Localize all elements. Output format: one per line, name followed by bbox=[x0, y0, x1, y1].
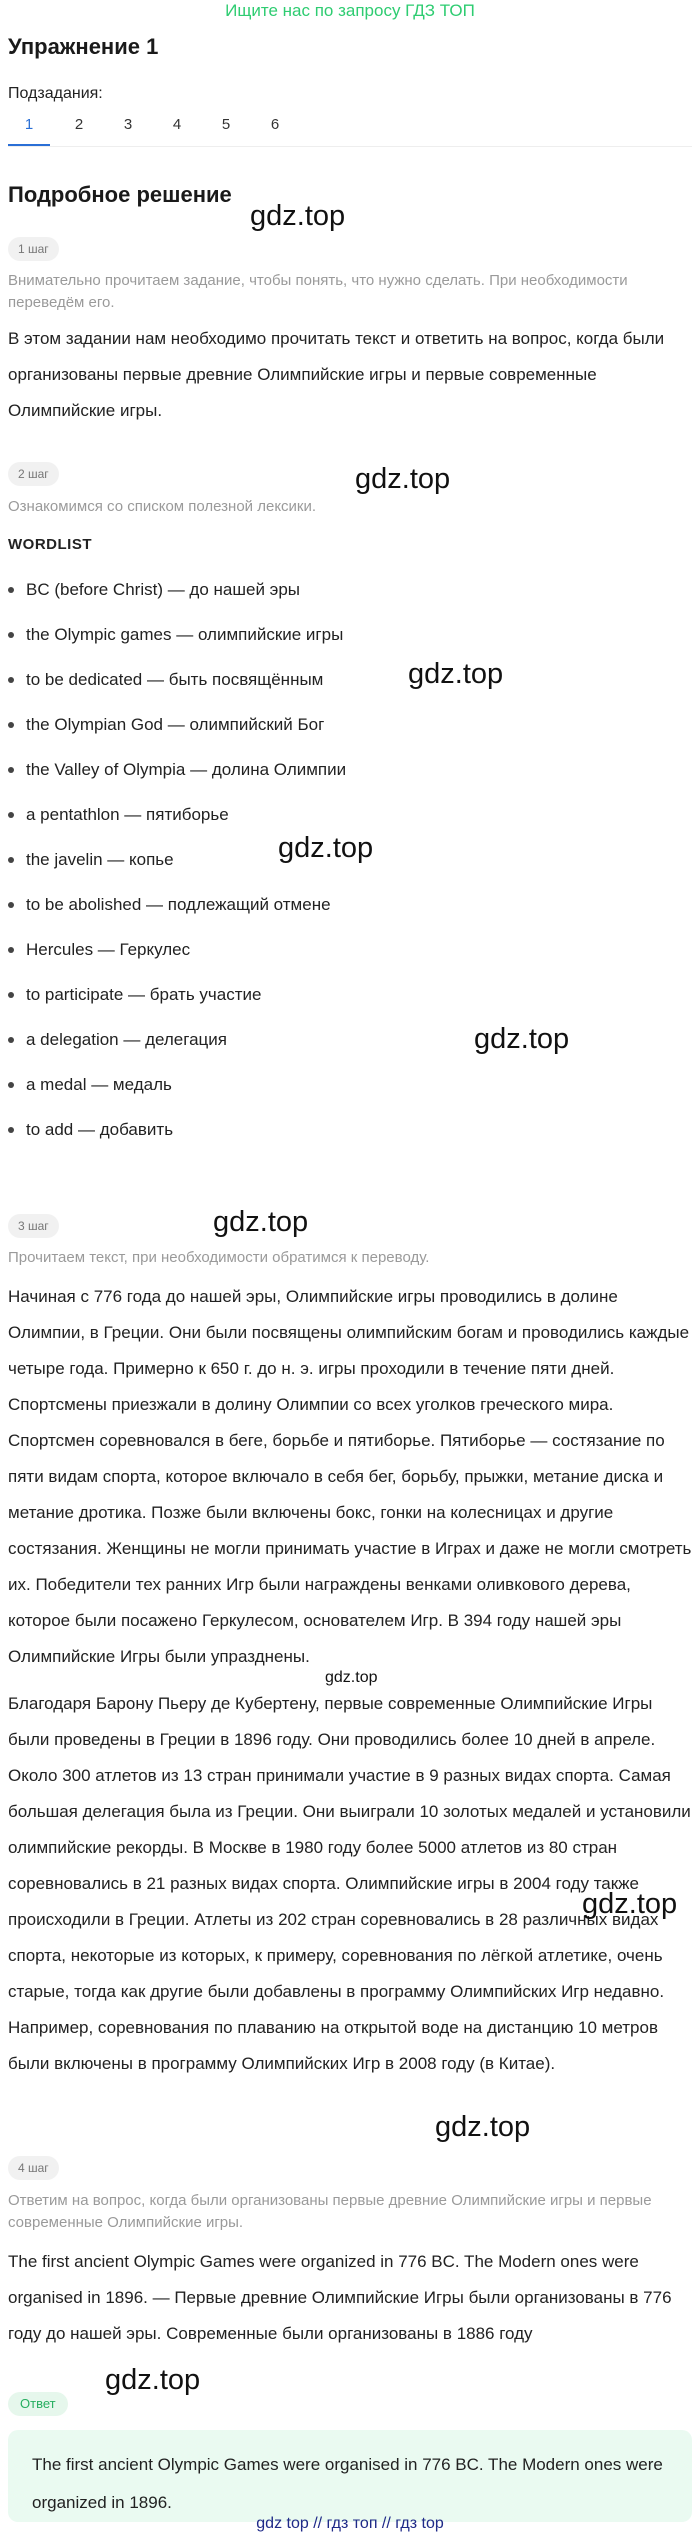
list-item: a pentathlon — пятиборье bbox=[26, 803, 666, 827]
step-hint: Внимательно прочитаем задание, чтобы понять, что нужно сделать. При необходимости переведём его. bbox=[8, 272, 628, 311]
list-item: the javelin — копье bbox=[26, 848, 666, 872]
list-item: Hercules — Геркулес bbox=[26, 938, 666, 962]
page-title: Упражнение 1 bbox=[8, 34, 159, 59]
list-item: the Olympian God — олимпийский Бог bbox=[26, 713, 666, 737]
step-badge: 1 шаг bbox=[8, 237, 59, 261]
step-text: Благодаря Барону Пьеру де Кубертену, первые современные Олимпийские Игры были проведены в Греции в 1896 году. Они проводились более 10 дней в апреле. Около 300 атлетов из 13 стран принимали участие в 9 разных видах спорта. Самая большая делегация была из Греции. Они выиграли 10 золотых медалей и установили олимпийские рекорды. В Москве в 1980 году более 5000 атлетов из 80 стран соревновались в 21 разных видах спорта. Олимпийские игры в 2004 году также происходили в Греции. Атлеты из 202 стран соревновались в 28 различных видах спорта, некоторые из которых, к примеру, соревнования по лёгкой атлетике, очень старые, тогда как другие были добавлены в программу Олимпийских Игр недавно. Например, соревнования по плаванию на открытой воде на дистанцию 10 метров были включены в программу Олимпийских Игр в 2008 году (в Китае). bbox=[8, 1694, 691, 2073]
list-item: a medal — медаль bbox=[26, 1073, 666, 1097]
solution-title: Подробное решение bbox=[8, 182, 232, 207]
answer-badge: Ответ bbox=[8, 2392, 68, 2416]
wordlist-heading: WORDLIST bbox=[8, 536, 92, 553]
watermark: gdz.top bbox=[408, 658, 504, 690]
answer-box bbox=[8, 2430, 692, 2522]
watermark: gdz.top bbox=[250, 200, 346, 232]
top-banner[interactable]: Ищите нас по запросу ГДЗ ТОП bbox=[225, 1, 475, 20]
step-hint: Ознакомимся со списком полезной лексики. bbox=[8, 498, 317, 515]
answer-text: The first ancient Olympic Games were organised in 776 BC. The Modern ones were organized in 1896. bbox=[32, 2455, 663, 2512]
list-item: the Olympic games — олимпийские игры bbox=[26, 623, 666, 647]
watermark: gdz.top bbox=[582, 1888, 678, 1920]
tab-5[interactable]: 5 bbox=[221, 116, 231, 133]
step-text: В этом задании нам необходимо прочитать текст и ответить на вопрос, когда были организованы первые древние Олимпийские игры и первые современные Олимпийские игры. bbox=[8, 329, 665, 420]
step-badge: 4 шаг bbox=[8, 2156, 59, 2180]
watermark: gdz.top bbox=[355, 463, 451, 495]
tab-1[interactable]: 1 bbox=[8, 112, 50, 146]
watermark: gdz.top bbox=[325, 1669, 378, 1686]
list-item: to add — добавить bbox=[26, 1118, 666, 1142]
step-badge: 2 шаг bbox=[8, 462, 59, 486]
step-hint: Прочитаем текст, при необходимости обратимся к переводу. bbox=[8, 1249, 430, 1266]
subtasks-label: Подзадания: bbox=[8, 85, 103, 102]
tab-4[interactable]: 4 bbox=[172, 116, 182, 133]
watermark: gdz.top bbox=[213, 1206, 309, 1238]
tab-2[interactable]: 2 bbox=[74, 116, 84, 133]
watermark: gdz.top bbox=[105, 2364, 201, 2396]
list-item: to be dedicated — быть посвящённым bbox=[26, 668, 666, 692]
step-text: The first ancient Olympic Games were organized in 776 BC. The Modern ones were organised in 1896. — Первые древние Олимпийские Игры были организованы в 776 году до нашей эры. Современные были организованы в 1886 году bbox=[8, 2252, 672, 2343]
tab-3[interactable]: 3 bbox=[123, 116, 133, 133]
watermark: gdz.top bbox=[474, 1023, 570, 1055]
footer-links[interactable]: gdz top // гдз топ // гдз top bbox=[256, 2515, 444, 2532]
step-text: Начиная с 776 года до нашей эры, Олимпийские игры проводились в долине Олимпии, в Греции. Они были посвящены олимпийским богам и проводились каждые четыре года. Примерно к 650 г. до н. э. игры проходили в течение пяти дней. Спортсмены приезжали в долину Олимпии со всех уголков греческого мира. Спортсмен соревновался в беге, борьбе и пятиборье. Пятиборье — состязание по пяти видам спорта, которое включало в себя бег, борьбу, прыжки, метание диска и метание дротика. Позже были включены бокс, гонки на колесницах и другие состязания. Женщины не могли принимать участие в Играх и даже не могли смотреть их. Победители тех ранних Игр были награждены венками оливкового дерева, которое были посажено Геркулесом, основателем Игр. В 394 году нашей эры Олимпийские Игры были упразднены. bbox=[8, 1287, 692, 1666]
list-item: a delegation — делегация bbox=[26, 1028, 666, 1052]
step-badge: 3 шаг bbox=[8, 1214, 59, 1238]
list-item: to participate — брать участие bbox=[26, 983, 666, 1007]
watermark: gdz.top bbox=[435, 2111, 531, 2143]
list-item: to be abolished — подлежащий отмене bbox=[26, 893, 666, 917]
step-hint: Ответим на вопрос, когда были организованы первые древние Олимпийские игры и первые современные Олимпийские игры. bbox=[8, 2192, 652, 2231]
watermark: gdz.top bbox=[278, 832, 374, 864]
list-item: BC (before Christ) — до нашей эры bbox=[26, 578, 666, 602]
subtask-tabs bbox=[8, 112, 692, 147]
tab-6[interactable]: 6 bbox=[270, 116, 280, 133]
list-item: the Valley of Olympia — долина Олимпии bbox=[26, 758, 666, 782]
